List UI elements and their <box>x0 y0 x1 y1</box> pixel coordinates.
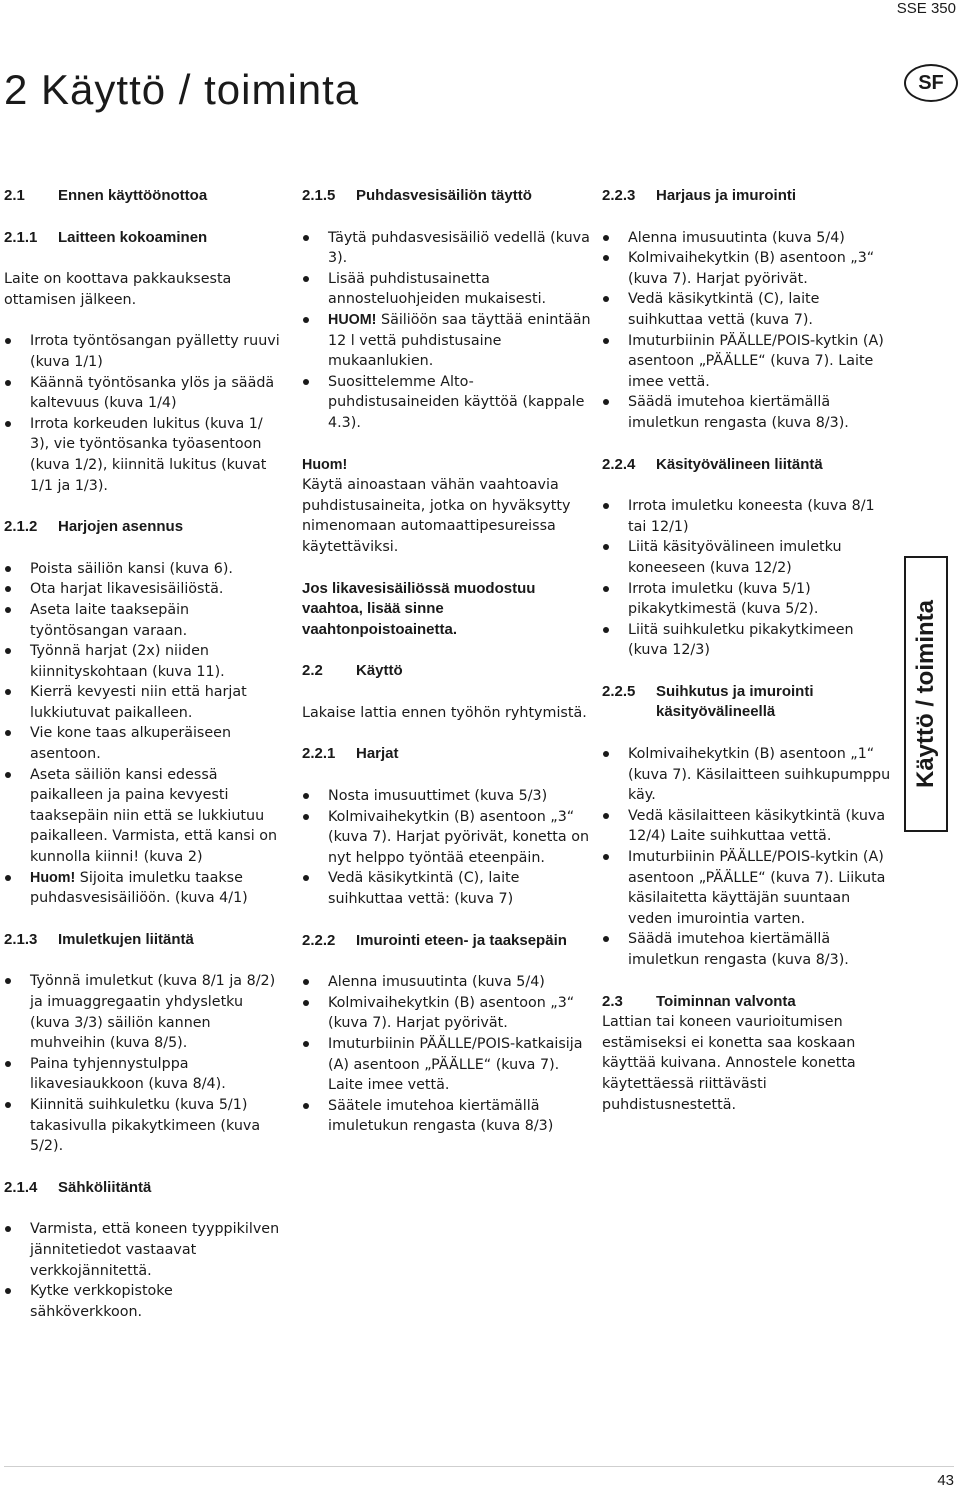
section-heading-2-2 <box>302 661 592 682</box>
language-badge: SF <box>904 64 958 102</box>
note-label: Huom! <box>302 456 348 473</box>
section-title: Imurointi eteen- ja taaksepäin <box>356 931 567 949</box>
section-number: 2.2.2 <box>302 931 336 949</box>
list-item: Kierrä kevyesti niin että harjat lukkiutuvat paikalleen. <box>4 682 286 723</box>
bullet-list <box>4 559 286 909</box>
list-item: Lisää puhdistusainetta annosteluohjeiden mukaisesti. <box>302 269 592 310</box>
column-2 <box>302 186 592 1137</box>
list-item: Vedä käsilaitteen käsikytkintä (kuva 12/4) Laite suihkuttaa vettä. <box>602 806 892 847</box>
section-title: Laitteen kokoaminen <box>58 228 208 246</box>
column-1 <box>4 186 286 1322</box>
section-heading-2-2-5 <box>602 682 892 723</box>
list-item: Suosittelemme Alto-puhdistusaineiden käyttöä (kappale 4.3). <box>302 372 592 434</box>
list-item: Poista säiliön kansi (kuva 6). <box>4 559 286 580</box>
list-item: Kolmivaihekytkin (B) asentoon „3“ (kuva 7). Harjat pyörivät. <box>302 993 592 1034</box>
note-label: HUOM! <box>328 311 377 328</box>
section-number: 2.1 <box>4 187 25 204</box>
list-item: Aseta laite taaksepäin työntösangan varaan. <box>4 600 286 641</box>
list-item: Alenna imusuutinta (kuva 5/4) <box>302 972 592 993</box>
list-item: Työnnä harjat (2x) niiden kiinnityskohtaan (kuva 11). <box>4 641 286 682</box>
list-item: Ota harjat likavesisäiliöstä. <box>4 579 286 600</box>
list-item: Säätele imutehoa kiertämällä imuletukun rengasta (kuva 8/3) <box>302 1096 592 1137</box>
list-item: Vedä käsikytkintä (C), laite suihkuttaa vettä (kuva 7). <box>602 289 892 330</box>
list-item: Alenna imusuutinta (kuva 5/4) <box>602 228 892 249</box>
chapter-side-tab-label: Käyttö / toiminta <box>912 599 939 789</box>
note-text: Säiliöön saa täyttää enintään 12 l vettä puhdistusaine mukaanlukien. <box>328 311 591 370</box>
note-label: Huom! <box>30 869 76 886</box>
list-item: Työnnä imuletkut (kuva 8/1 ja 8/2) ja imuaggregaatin yhdysletku (kuva 3/3) säiliön kannen muhveihin (kuva 8/5). <box>4 971 286 1053</box>
section-title: Käsityövälineen liitäntä <box>656 455 823 473</box>
section-number: 2.2.1 <box>302 745 336 763</box>
section-heading-2-1 <box>4 186 286 207</box>
list-item: Käännä työntösanka ylös ja säädä kaltevuus (kuva 1/4) <box>4 373 286 414</box>
list-item: Kolmivaihekytkin (B) asentoon „3“ (kuva 7). Harjat pyörivät. <box>602 248 892 289</box>
list-item: Paina tyhjennystulppa likavesiaukkoon (kuva 8/4). <box>4 1054 286 1095</box>
section-number: 2.2.5 <box>602 682 636 700</box>
footer-divider <box>4 1466 954 1467</box>
note-text: Käytä ainoastaan vähän vaahtoavia puhdistusaineita, jotka on hyväksytty nimenomaan automaattipesureissa käytettäviksi. <box>302 477 571 555</box>
list-item: Täytä puhdasvesisäiliö vedellä (kuva 3). <box>302 228 592 269</box>
section-heading-2-2-2 <box>302 931 592 952</box>
section-heading-2-3 <box>602 992 892 1013</box>
list-item: Säädä imutehoa kiertämällä imuletkun rengasta (kuva 8/3). <box>602 929 892 970</box>
paragraph: Lakaise lattia ennen työhön ryhtymistä. <box>302 704 587 721</box>
list-item: Varmista, että koneen tyyppikilven jännitetiedot vastaavat verkkojännitettä. <box>4 1219 286 1281</box>
page-header <box>0 0 960 22</box>
bullet-list <box>602 744 892 971</box>
section-heading-2-1-1 <box>4 228 286 249</box>
list-item-note <box>4 868 286 909</box>
list-item: Aseta säiliön kansi edessä paikalleen ja paina kevyesti taaksepäin niin että se lukkiutuu paikalleen. Varmista, että kansi on kunnolla kiinni! (kuva 2) <box>4 765 286 868</box>
list-item: Kytke verkkopistoke sähköverkkoon. <box>4 1281 286 1322</box>
section-title: Ennen käyttöönottoa <box>58 187 208 204</box>
list-item: Irrota imuletku koneesta (kuva 8/1 tai 12/1) <box>602 496 892 537</box>
section-title: Suihkutus ja imurointi käsityövälineellä <box>656 682 814 721</box>
list-item: Liitä käsityövälineen imuletku koneeseen (kuva 12/2) <box>602 537 892 578</box>
section-number: 2.1.4 <box>4 1178 38 1196</box>
list-item: Liitä suihkuletku pikakytkimeen (kuva 12/3) <box>602 620 892 661</box>
bullet-list <box>302 972 592 1137</box>
section-number: 2.1.3 <box>4 930 38 948</box>
section-title: Toiminnan valvonta <box>656 992 796 1010</box>
page-number: 43 <box>937 1472 954 1489</box>
section-heading-2-2-1 <box>302 744 592 765</box>
bullet-list <box>4 1219 286 1322</box>
list-item: Irrota työntösangan pyälletty ruuvi (kuva 1/1) <box>4 331 286 372</box>
list-item: Imuturbiinin PÄÄLLE/POIS-katkaisija (A) asentoon „PÄÄLLE“ (kuva 7). Laite imee vettä. <box>302 1034 592 1096</box>
list-item: Säädä imutehoa kiertämällä imuletkun rengasta (kuva 8/3). <box>602 392 892 433</box>
bullet-list <box>4 971 286 1156</box>
bullet-list <box>602 228 892 434</box>
page-title: 2 Käyttö / toiminta <box>4 66 360 113</box>
section-title: Harjojen asennus <box>58 518 184 536</box>
list-item: Kiinnitä suihkuletku (kuva 5/1) takasivulla pikakytkimeen (kuva 5/2). <box>4 1095 286 1157</box>
section-heading-2-1-3 <box>4 930 286 951</box>
bullet-list <box>4 331 286 496</box>
section-number: 2.2 <box>302 662 323 680</box>
section-number: 2.3 <box>602 992 623 1010</box>
list-item: Nosta imusuuttimet (kuva 5/3) <box>302 786 592 807</box>
chapter-side-tab <box>904 556 948 832</box>
column-3 <box>602 186 892 1115</box>
list-item: Vie kone taas alkuperäiseen asentoon. <box>4 723 286 764</box>
list-item: Vedä käsikytkintä (C), laite suihkuttaa vettä: (kuva 7) <box>302 868 592 909</box>
list-item: Imuturbiinin PÄÄLLE/POIS-kytkin (A) asentoon „PÄÄLLE“ (kuva 7). Liikuta käsilaitetta käyttäjän suuntaan veden imurointia varten. <box>602 847 892 929</box>
section-number: 2.1.5 <box>302 187 336 204</box>
list-item: Irrota imuletku (kuva 5/1) pikakytkimestä (kuva 5/2). <box>602 579 892 620</box>
section-title: Käyttö <box>356 662 403 680</box>
list-item: Kolmivaihekytkin (B) asentoon „1“ (kuva 7). Käsilaitteen suihkupumppu käy. <box>602 744 892 806</box>
list-item: Irrota korkeuden lukitus (kuva 1/ 3), vie työntösanka työasentoon (kuva 1/2), kiinnitä lukitus (kuvat 1/1 ja 1/3). <box>4 414 286 496</box>
section-number: 2.1.2 <box>4 518 38 536</box>
note-paragraph <box>302 455 592 558</box>
section-heading-2-1-2 <box>4 517 286 538</box>
section-heading-2-1-4 <box>4 1178 286 1199</box>
bullet-list <box>302 228 592 434</box>
note-text: Sijoita imuletku taakse puhdasvesisäiliöön. (kuva 4/1) <box>30 869 248 907</box>
model-label: SSE 350 <box>896 0 956 17</box>
bullet-list <box>602 496 892 661</box>
list-item-note <box>302 310 592 372</box>
section-title: Imuletkujen liitäntä <box>58 930 194 948</box>
section-title: Harjaus ja imurointi <box>656 187 797 204</box>
section-heading-2-2-3 <box>602 186 892 207</box>
section-heading-2-2-4 <box>602 455 892 476</box>
section-title: Sähköliitäntä <box>58 1178 152 1196</box>
section-title: Puhdasvesisäiliön täyttö <box>356 187 532 204</box>
section-title: Harjat <box>356 745 399 763</box>
list-item: Kolmivaihekytkin (B) asentoon „3“ (kuva 7). Harjat pyörivät, konetta on nyt helppo työntää eteenpäin. <box>302 807 592 869</box>
paragraph: Lattian tai koneen vaurioitumisen estämiseksi ei konetta saa koskaan käyttää kuivana. Annostele konetta käytettäessä riittävästi puhdistusnestettä. <box>602 1014 856 1113</box>
section-number: 2.2.3 <box>602 187 636 204</box>
section-number: 2.2.4 <box>602 455 636 473</box>
section-number: 2.1.1 <box>4 228 38 246</box>
list-item: Imuturbiinin PÄÄLLE/POIS-kytkin (A) asentoon „PÄÄLLE“ (kuva 7). Laite imee vettä. <box>602 331 892 393</box>
foam-warning: Jos likavesisäiliössä muodostuu vaahtoa, lisää sinne vaahtonpoistoainetta. <box>302 579 536 638</box>
paragraph: Laite on koottava pakkauksesta ottamisen jälkeen. <box>4 271 232 308</box>
bullet-list <box>302 786 592 910</box>
section-heading-2-1-5 <box>302 186 592 207</box>
